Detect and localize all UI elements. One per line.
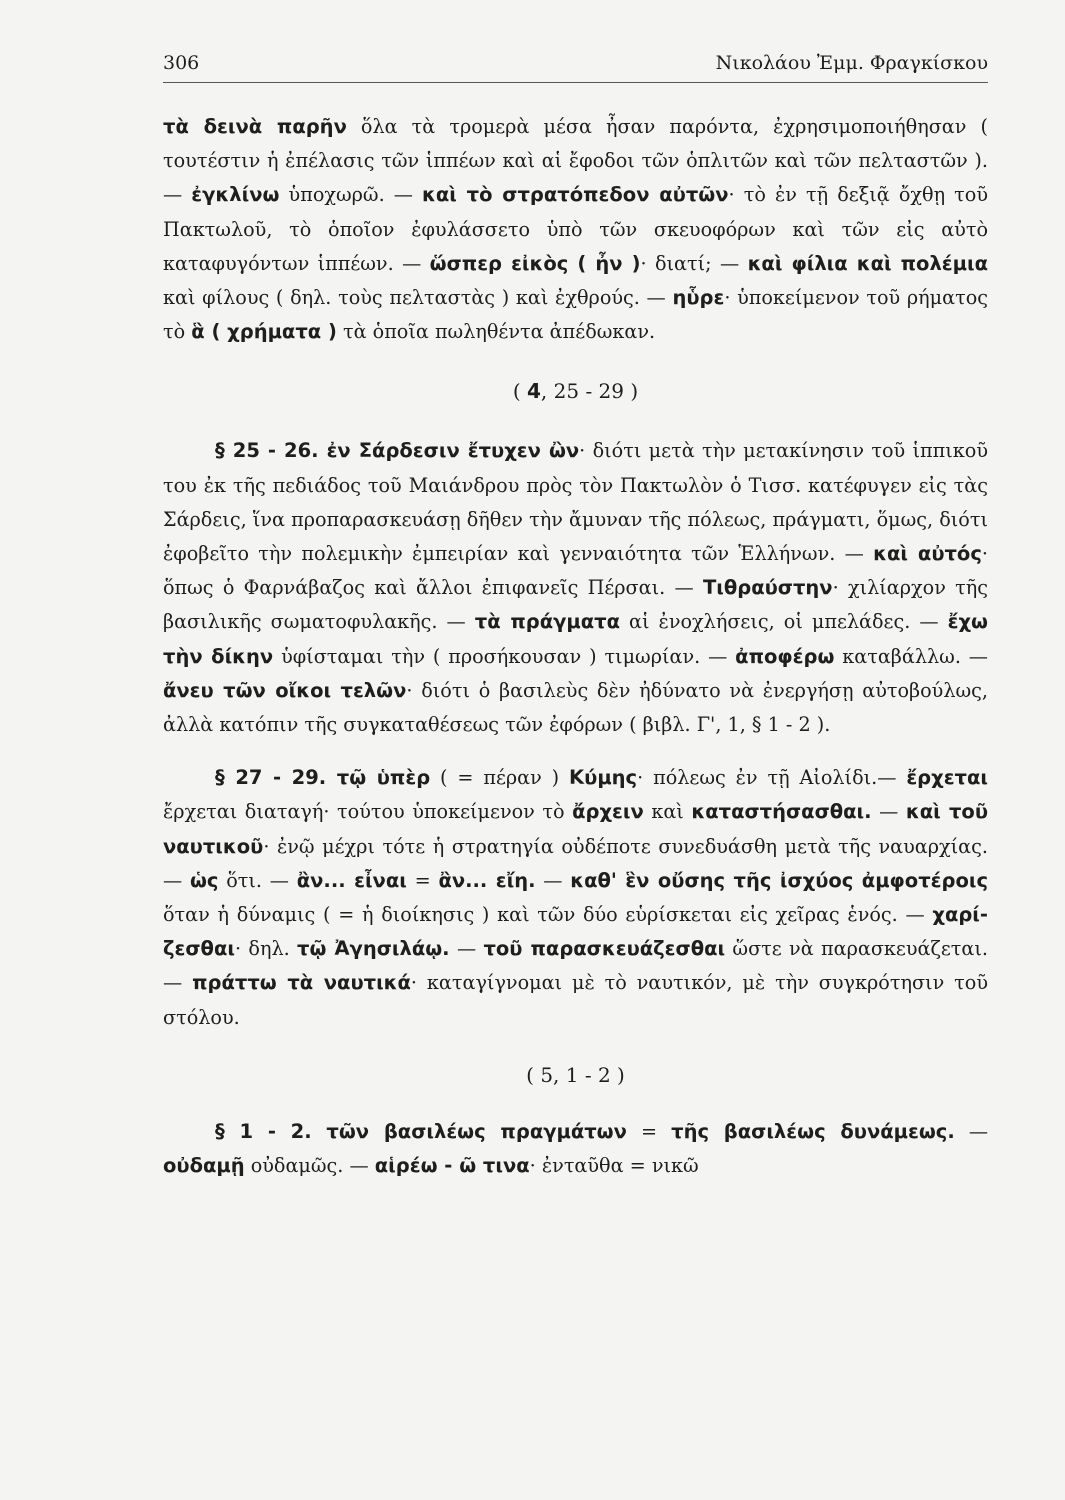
gloss: ὥστε νὰ παρασκευάζεται. — (163, 937, 989, 995)
gloss: · ὅπως ὁ Φαρνάβαζος καὶ ἄλλοι ἐπιφανεῖς Πέρσαι. — (163, 542, 988, 600)
header-rule (163, 82, 988, 83)
section-heading-5-1-2 (163, 1057, 988, 1093)
commentary-paragraph-2 (163, 434, 988, 742)
lemma: ὡς (189, 868, 219, 892)
lemma: ἔχω τὴν δίκην (163, 610, 988, 668)
section-book-number: 4 (527, 379, 541, 404)
lemma: § 27 - 29. τῷ ὑπὲρ (215, 766, 431, 790)
page-header (163, 44, 988, 84)
lemma: τὰ δεινὰ παρῆν (163, 115, 347, 138)
lemma: § 1 - 2. τῶν βασιλέως πραγμάτων (215, 1119, 627, 1143)
page-number: 306 (163, 52, 200, 74)
lemma: καὶ αὐτός (873, 542, 982, 566)
lemma: ἃ ( χρήματα ) (191, 320, 337, 344)
section-range: , 25 - 29 ) (540, 379, 639, 404)
gloss: ὑποχωρῶ. — (279, 183, 423, 207)
commentary-paragraph-4 (163, 1115, 988, 1183)
gloss: ( = πέραν ) (430, 766, 570, 790)
gloss: τὰ ὁποῖα πωληθέντα ἀπέδωκαν. (336, 320, 656, 344)
gloss: · χιλίαρχον τῆς βασιλικῆς σωματοφυλακῆς. — (163, 576, 988, 634)
gloss: = (626, 1119, 672, 1143)
gloss: · τὸ ἐν τῇ δεξιᾷ ὄχθῃ τοῦ Πακτωλοῦ, τὸ ὁποῖον ἐφυλάσσετο ὑπὸ τῶν σκευοφόρων καὶ τῶν εἰς αὐτὸ καταφυγόντων ἱππέων. — (163, 183, 988, 275)
lemma: ἂν... εἶναι (296, 868, 407, 892)
lemma: τῷ Ἀγησιλάῳ. (297, 937, 450, 961)
gloss: = (406, 868, 439, 892)
lemma: ὥσπερ εἰκὸς ( ἦν ) (429, 251, 641, 275)
lemma: Κύμης (569, 766, 638, 790)
gloss: — (535, 868, 571, 892)
gloss: — (954, 1119, 989, 1143)
lemma: καὶ τοῦ ναυτικοῦ (163, 800, 988, 858)
gloss: ὅτι. — (218, 868, 297, 892)
gloss: ὅταν ἡ δύναμις ( = ἡ διοίκησις ) καὶ τῶν δύο εὑρίσκεται εἰς χεῖρας ἑνός. — (163, 903, 933, 927)
gloss: · ὑποκείμενον τοῦ ρήματος τὸ (163, 286, 988, 344)
lemma: Τιθραύστην (702, 576, 833, 600)
section-open: ( (512, 379, 527, 404)
lemma: καταστήσασθαι. (691, 800, 872, 824)
lemma: ἔρχεται (906, 766, 988, 790)
section-heading-4-25-29 (163, 373, 988, 409)
gloss: · ἐνῷ μέχρι τότε ἡ στρατηγία οὐδέποτε συνεδυάσθη μετὰ τῆς ναυαρχίας. — (163, 834, 988, 892)
commentary-paragraph-1 (163, 110, 988, 349)
gloss: — (449, 937, 484, 961)
lemma: § 25 - 26. ἐν Σάρδεσιν ἔτυχεν ὢν (215, 439, 580, 463)
gloss: · ἐνταῦθα = νικῶ (529, 1154, 699, 1178)
gloss: · καταγίγνομαι μὲ τὸ ναυτικόν, μὲ τὴν συγκρότησιν τοῦ στόλου. (163, 971, 988, 1029)
gloss: · διατί; — (640, 251, 748, 275)
gloss: · δηλ. (234, 937, 298, 961)
lemma: τῆς βασιλέως δυνάμεως. (671, 1119, 955, 1143)
lemma: ηὗρε (672, 286, 725, 310)
lemma: καὶ τὸ στρατόπεδον αὐτῶν (422, 183, 729, 207)
lemma: πράττω τὰ ναυτικά (192, 971, 411, 995)
gloss: αἱ ἐνοχλήσεις, οἱ μπελάδες. — (619, 610, 948, 634)
gloss: καὶ (643, 800, 692, 824)
lemma: καθ' ἓν οὔσης τῆς ἰσχύος ἀμφοτέροις (570, 868, 989, 892)
lemma: ἂν... εἴη. (438, 868, 536, 892)
lemma: ἐγκλίνω (191, 183, 280, 207)
lemma: αἱρέω - ῶ τινα (374, 1154, 530, 1178)
gloss: καταβάλλω. — (834, 644, 988, 668)
gloss: ὅλα τὰ τρομερὰ μέσα ἦσαν παρόντα, ἐχρησιμοποιήθησαν ( τουτέστιν ἡ ἐπέλασις τῶν ἱππέων καὶ αἱ ἔφοδοι τῶν ὁπλιτῶν καὶ τῶν πελταστῶν ). — (163, 115, 988, 207)
gloss: · πόλεως ἐν τῇ Αἰολίδι.— (637, 766, 907, 790)
gloss: καὶ φίλους ( δηλ. τοὺς πελταστὰς ) καὶ ἐχθρούς. — (163, 286, 673, 310)
lemma: τὰ πράγματα (474, 610, 620, 634)
gloss: ἔρχεται διαταγή· τούτου ὑποκείμενον τὸ (163, 800, 573, 824)
gloss: · διότι ὁ βασιλεὺς δὲν ἠδύνατο νὰ ἐνεργήσῃ αὐτοβούλως, ἀλλὰ κατόπιν τῆς συγκαταθέσεως τῶν ἐφόρων ( βιβλ. Γ', 1, § 1 - 2 ). (163, 678, 988, 737)
lemma: ἀποφέρω (735, 644, 835, 668)
gloss: ὑφίσταμαι τὴν ( προσήκουσαν ) τιμωρίαν. — (273, 644, 736, 668)
lemma: καὶ φίλια καὶ πολέμια (747, 251, 988, 275)
running-head: Νικολάου Ἐμμ. Φραγκίσκου (715, 52, 988, 74)
page-body (163, 110, 988, 1183)
gloss: οὐδαμῶς. — (244, 1154, 375, 1178)
gloss: · διότι μετὰ τὴν μετακίνησιν τοῦ ἱππικοῦ του ἐκ τῆς πεδιάδος τοῦ Μαιάνδρου πρὸς τὸν Πακτωλὸν ὁ Τισσ. κατέφυγεν εἰς τὰς Σάρδεις, ἵνα προπαρασκευάσῃ δῆθεν τὴν ἄμυναν τῆς πόλεως, πράγματι, ὅμως, διότι ἐφοβεῖτο τὴν πολεμικὴν ἐμπειρίαν καὶ γενναιότητα τῶν Ἑλλήνων. — (163, 439, 988, 566)
lemma: ἄνευ τῶν οἴκοι τελῶν (163, 678, 407, 702)
lemma: ἄρχειν (572, 800, 644, 824)
gloss: — (871, 800, 906, 824)
section-label: ( 5, 1 - 2 ) (526, 1062, 625, 1087)
lemma: τοῦ παρασκευάζεσθαι (483, 937, 726, 961)
lemma: οὐδαμῇ (163, 1154, 245, 1178)
lemma: χαρίζεσθαι (163, 903, 988, 961)
commentary-paragraph-3 (163, 761, 988, 1035)
